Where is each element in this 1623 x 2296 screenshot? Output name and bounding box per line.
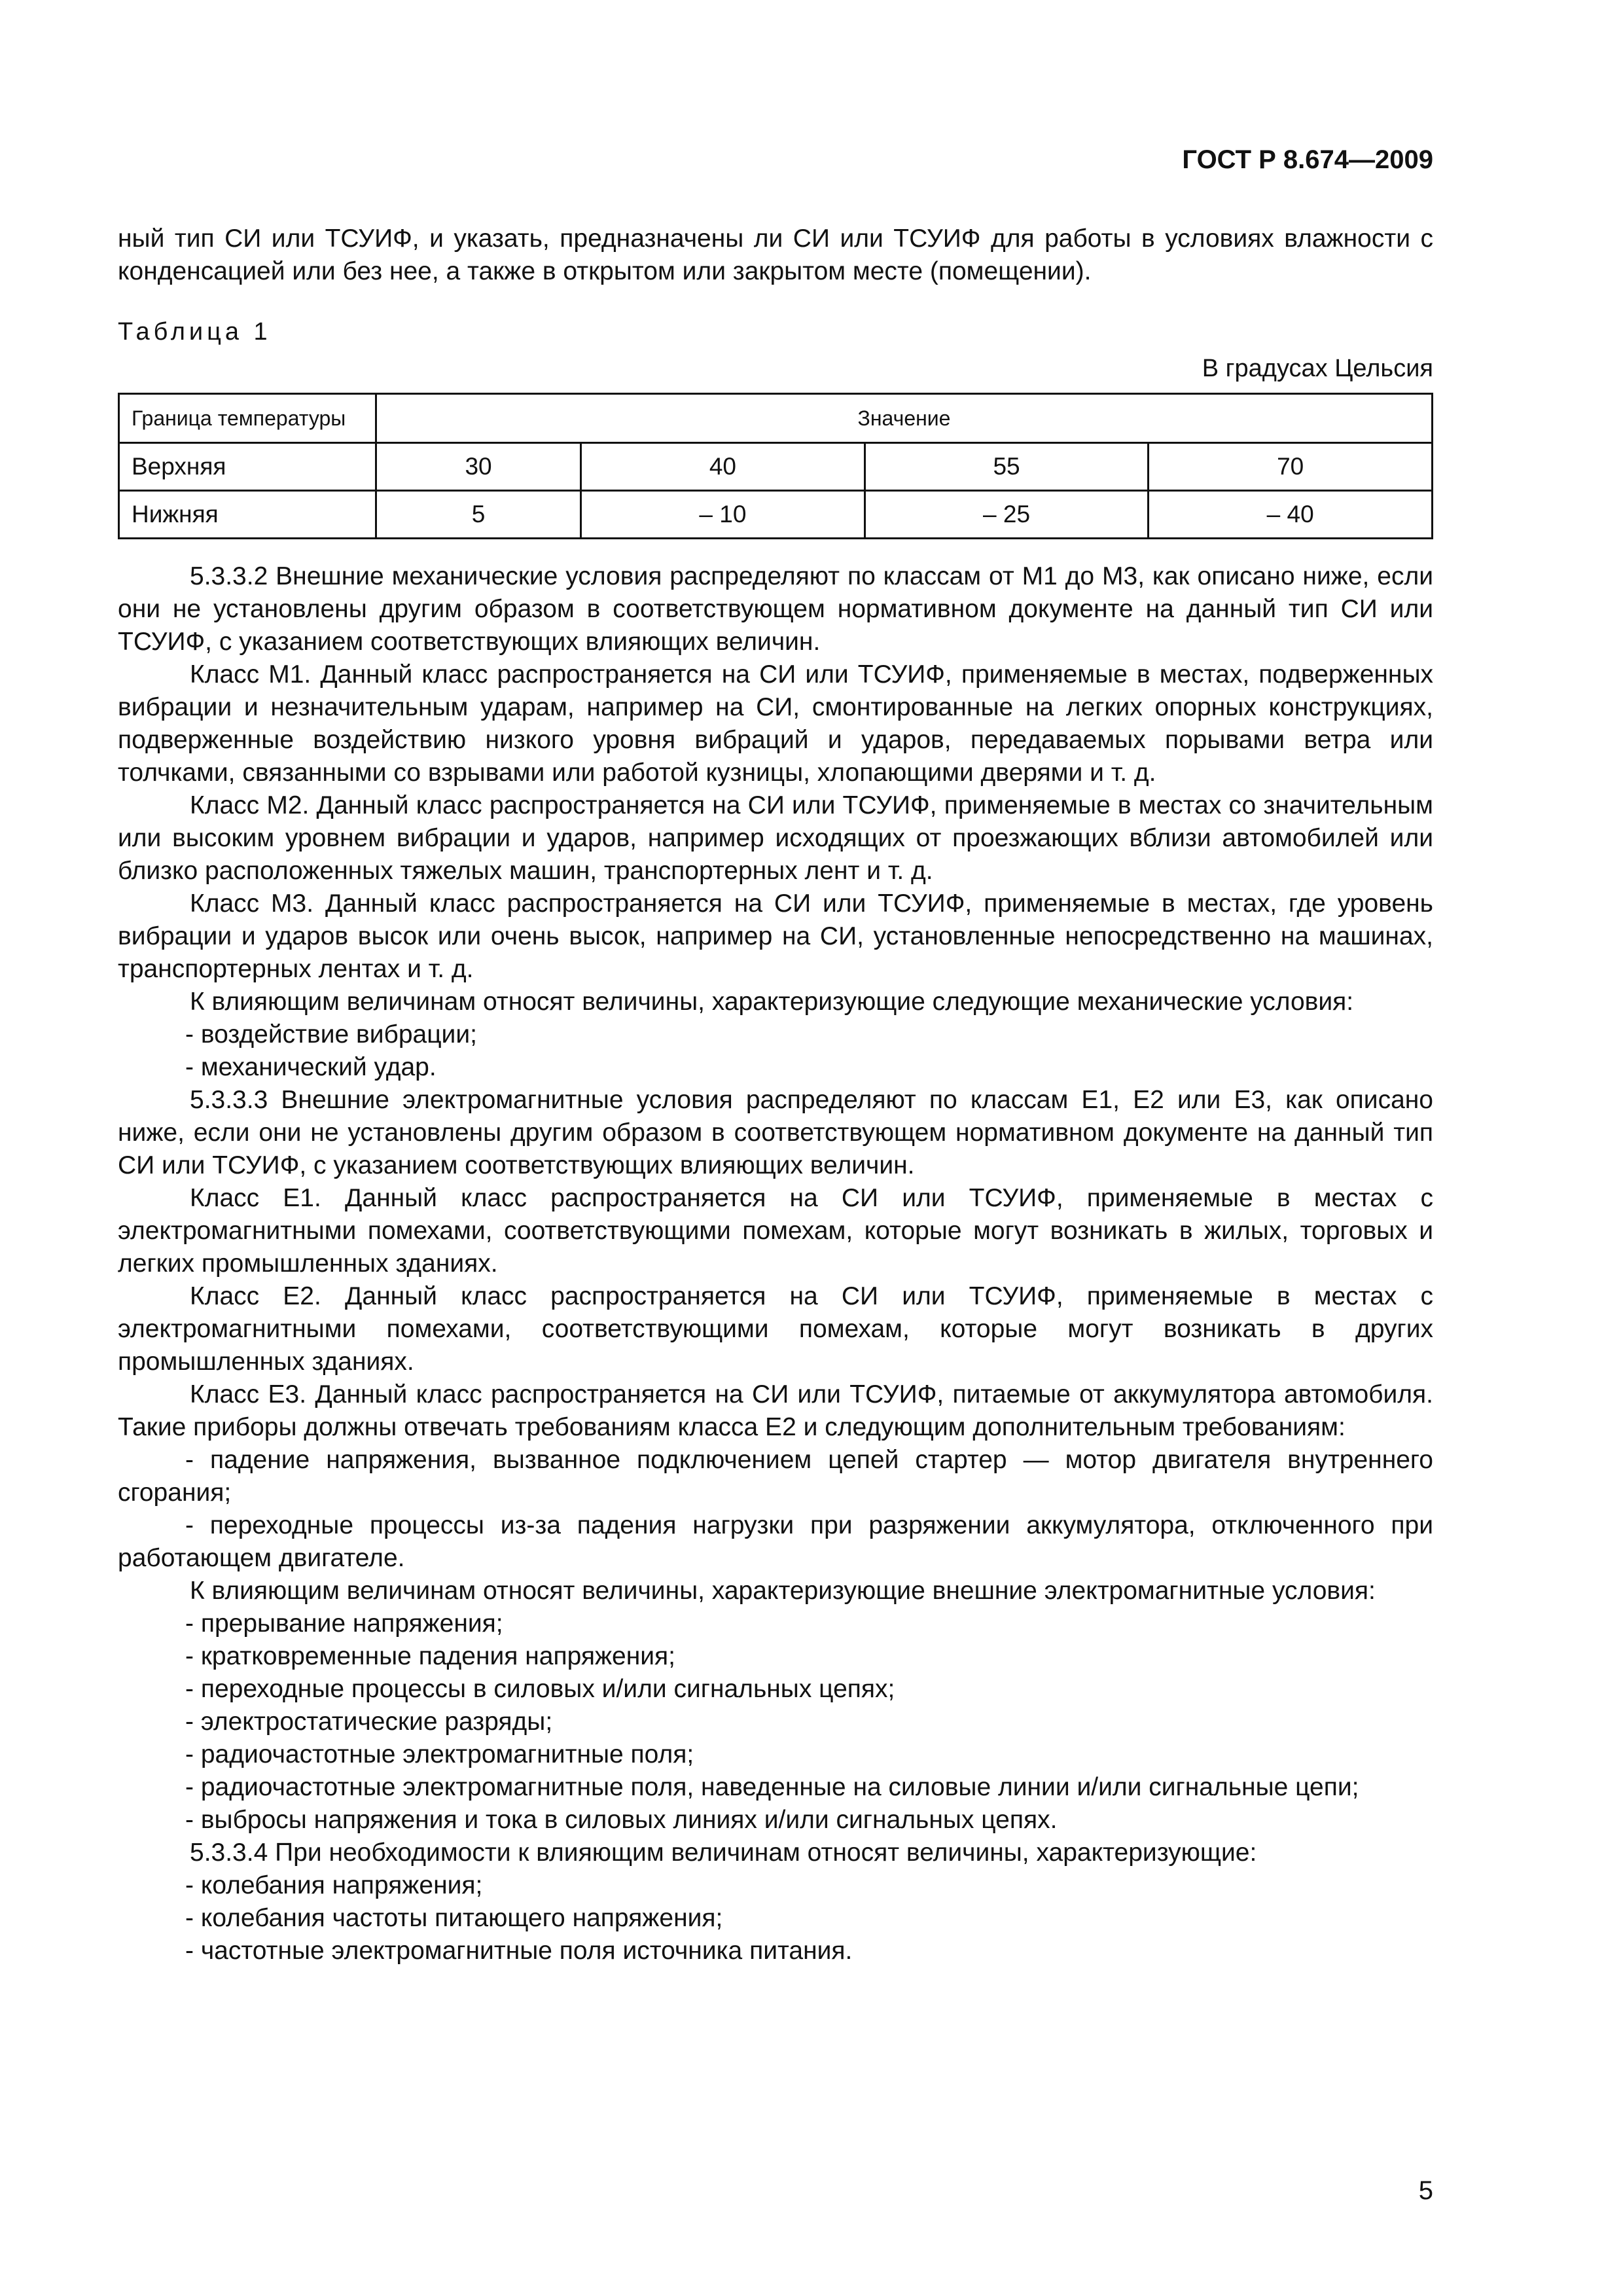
list-item: - частотные электромагнитные поля источника питания. bbox=[185, 1937, 853, 1965]
list-item: - радиочастотные электромагнитные поля; bbox=[185, 1740, 694, 1768]
clause-5-3-3-4: 5.3.3.4 При необходимости к влияющим величинам относят величины, характеризующие: bbox=[190, 1839, 1257, 1867]
intro-paragraph: ный тип СИ или ТСУИФ, и указать, предназначены ли СИ или ТСУИФ для работы в условиях влажности с конденсацией или без нее, а также в открытом или закрытом месте (помещении). bbox=[118, 224, 1433, 285]
row-label: Нижняя bbox=[119, 491, 376, 539]
class-e1: Класс Е1. Данный класс распространяется на СИ или ТСУИФ, применяемые в местах с электромагнитными помехами, соответствующими помехам, которые могут возникать в жилых, торговых и легких промышленных зданиях. bbox=[118, 1184, 1433, 1278]
row-label: Верхняя bbox=[119, 443, 376, 491]
table-caption: Таблица 1 bbox=[118, 318, 272, 346]
class-e2: Класс Е2. Данный класс распространяется на СИ или ТСУИФ, применяемые в местах с электромагнитными помехами, соответствующими помехам, которые могут возникать в других промышленных зданиях. bbox=[118, 1282, 1433, 1376]
table-cell: – 25 bbox=[865, 491, 1149, 539]
class-m1: Класс М1. Данный класс распространяется на СИ или ТСУИФ, применяемые в местах, подверженных вибрации и незначительным ударам, например на СИ, смонтированные на легких опорных конструкциях, подверженные воздействию низкого уровня вибраций и ударов, передаваемых порывами ветра или толчками, связанными со взрывами или работой кузницы, хлопающими дверями и т. д. bbox=[118, 660, 1433, 787]
list-item: - прерывание напряжения; bbox=[185, 1609, 503, 1638]
list-item: - радиочастотные электромагнитные поля, наведенные на силовые линии и/или сигнальные цепи; bbox=[185, 1773, 1359, 1801]
class-m3: Класс М3. Данный класс распространяется на СИ или ТСУИФ, применяемые в местах, где уровень вибрации и ударов высок или очень высок, например на СИ, установленные непосредственно на машинах, транспортерных лентах и т. д. bbox=[118, 889, 1433, 983]
clause-5-3-3-2: 5.3.3.2 Внешние механические условия распределяют по классам от М1 до М3, как описано ниже, если они не установлены другим образом в соответствующем нормативном документе на данный тип СИ или ТСУИФ, с указанием соответствующих влияющих величин. bbox=[118, 562, 1433, 656]
page-number: 5 bbox=[1418, 2176, 1433, 2205]
class-e3: Класс Е3. Данный класс распространяется на СИ или ТСУИФ, питаемые от аккумулятора автомобиля. Такие приборы должны отвечать требованиям класса Е2 и следующим дополнительным требованиям: bbox=[118, 1380, 1433, 1441]
list-item: - переходные процессы в силовых и/или сигнальных цепях; bbox=[185, 1675, 895, 1703]
emag-influence-intro: К влияющим величинам относят величины, характеризующие внешние электромагнитные условия: bbox=[190, 1577, 1376, 1605]
list-item: - воздействие вибрации; bbox=[185, 1020, 477, 1049]
table-cell: 30 bbox=[376, 443, 581, 491]
table-units: В градусах Цельсия bbox=[1202, 355, 1433, 382]
table-header-row bbox=[119, 394, 1433, 443]
clause-5-3-3-3: 5.3.3.3 Внешние электромагнитные условия распределяют по классам Е1, Е2 или Е3, как описано ниже, если они не установлены другим образом в соответствующем нормативном документе на данный тип СИ или ТСУИФ, с указанием соответствующих влияющих величин. bbox=[118, 1086, 1433, 1179]
page-content bbox=[118, 223, 1433, 1967]
table-row-upper bbox=[119, 443, 1433, 491]
header-boundary: Граница температуры bbox=[119, 394, 376, 443]
list-item: - кратковременные падения напряжения; bbox=[185, 1642, 675, 1670]
table-cell: 55 bbox=[865, 443, 1149, 491]
table-cell: 40 bbox=[581, 443, 865, 491]
header-value: Значение bbox=[376, 394, 1433, 443]
table-cell: – 10 bbox=[581, 491, 865, 539]
temperature-table bbox=[118, 393, 1433, 539]
list-item: - колебания напряжения; bbox=[185, 1871, 483, 1899]
table-cell: 5 bbox=[376, 491, 581, 539]
class-m2: Класс М2. Данный класс распространяется на СИ или ТСУИФ, применяемые в местах со значительным или высоким уровнем вибрации и ударов, например исходящих от проезжающих вблизи автомобилей или близко расположенных тяжелых машин, транспортерных лент и т. д. bbox=[118, 791, 1433, 885]
document-code: ГОСТ Р 8.674—2009 bbox=[1182, 145, 1433, 174]
mech-influence-intro: К влияющим величинам относят величины, характеризующие следующие механические условия: bbox=[190, 988, 1354, 1016]
table-cell: – 40 bbox=[1149, 491, 1433, 539]
list-item: - падение напряжения, вызванное подключением цепей стартер — мотор двигателя внутреннего сгорания; bbox=[118, 1446, 1433, 1507]
list-item: - колебания частоты питающего напряжения; bbox=[185, 1904, 723, 1932]
list-item: - механический удар. bbox=[185, 1053, 437, 1081]
table-row-lower bbox=[119, 491, 1433, 539]
list-item: - электростатические разряды; bbox=[185, 1708, 553, 1736]
list-item: - выбросы напряжения и тока в силовых линиях и/или сигнальных цепях. bbox=[185, 1806, 1058, 1834]
table-cell: 70 bbox=[1149, 443, 1433, 491]
list-item: - переходные процессы из-за падения нагрузки при разряжении аккумулятора, отключенного при работающем двигателе. bbox=[118, 1511, 1433, 1572]
